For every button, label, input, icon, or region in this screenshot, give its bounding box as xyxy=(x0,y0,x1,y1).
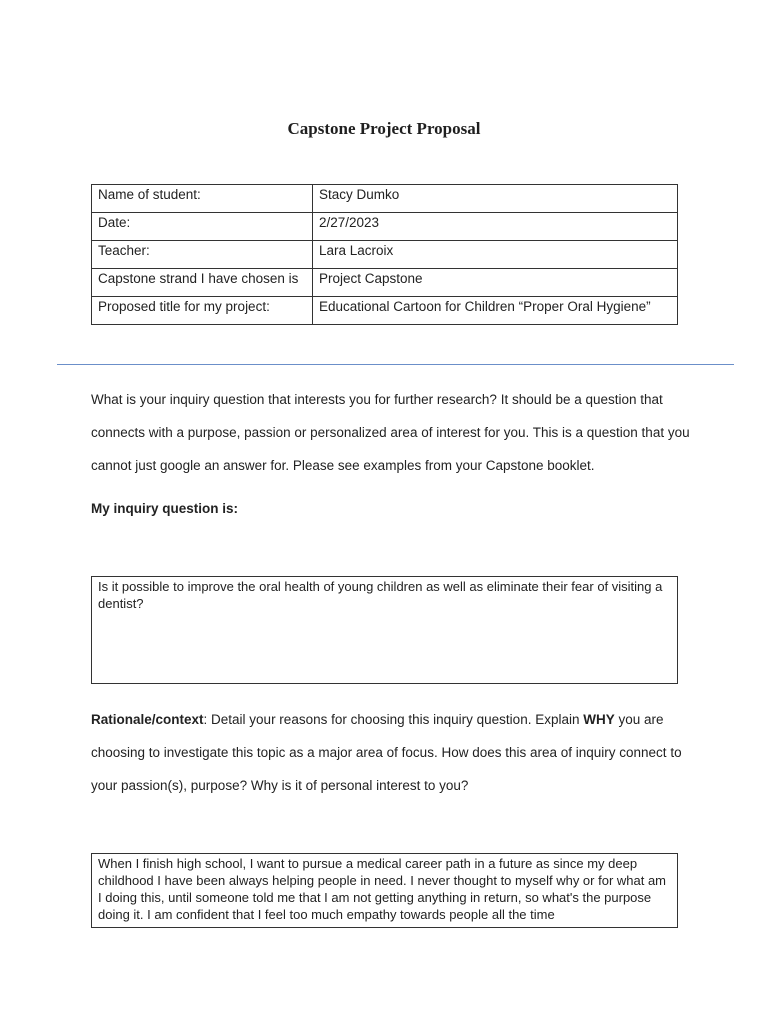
row-value: Educational Cartoon for Children “Proper Oral Hygiene” xyxy=(313,297,678,325)
table-row xyxy=(92,297,678,325)
table-row xyxy=(92,241,678,269)
row-value: Project Capstone xyxy=(313,269,678,297)
inquiry-prompt: What is your inquiry question that interests you for further research? It should be a question that connects with a purpose, passion or personalized area of interest for you. This is a question that you cannot just google an answer for. Please see examples from your Capstone booklet. xyxy=(91,392,690,473)
row-label: Proposed title for my project: xyxy=(92,297,313,325)
rationale-heading: Rationale/context xyxy=(91,712,204,727)
rationale-prompt xyxy=(91,703,691,802)
inquiry-answer-text: Is it possible to improve the oral health of young children as well as eliminate their fear of visiting a dentist? xyxy=(98,579,663,611)
rationale-answer-text: When I finish high school, I want to pursue a medical career path in a future as since my deep childhood I have been always helping people in need. I never thought to myself why or for what am I doing this, until someone told me that I am not getting anything in return, so what's the purpose doing it. I am confident that I feel too much empathy towards people all the time xyxy=(98,856,667,922)
document-title: Capstone Project Proposal xyxy=(287,119,481,138)
rationale-prompt-part1: : Detail your reasons for choosing this inquiry question. Explain xyxy=(203,712,584,727)
table-row xyxy=(92,213,678,241)
row-value: Stacy Dumko xyxy=(313,185,678,213)
row-label: Name of student: xyxy=(92,185,313,213)
row-label: Date: xyxy=(92,213,313,241)
rationale-answer-box xyxy=(91,853,678,928)
row-value: 2/27/2023 xyxy=(313,213,678,241)
table-row xyxy=(92,185,678,213)
row-value: Lara Lacroix xyxy=(313,241,678,269)
inquiry-heading: My inquiry question is: xyxy=(91,501,239,516)
rationale-emphasis: WHY xyxy=(583,712,615,727)
inquiry-answer-box xyxy=(91,576,678,684)
student-info-table xyxy=(91,184,678,325)
section-divider xyxy=(57,364,734,365)
row-label: Capstone strand I have chosen is xyxy=(92,269,313,297)
rationale-prompt-part2: you are choosing to investigate this topic as a major area of focus. How does this area of inquiry connect to your passion(s), purpose? Why is it of personal interest to you? xyxy=(91,712,682,793)
row-label: Teacher: xyxy=(92,241,313,269)
table-row xyxy=(92,269,678,297)
